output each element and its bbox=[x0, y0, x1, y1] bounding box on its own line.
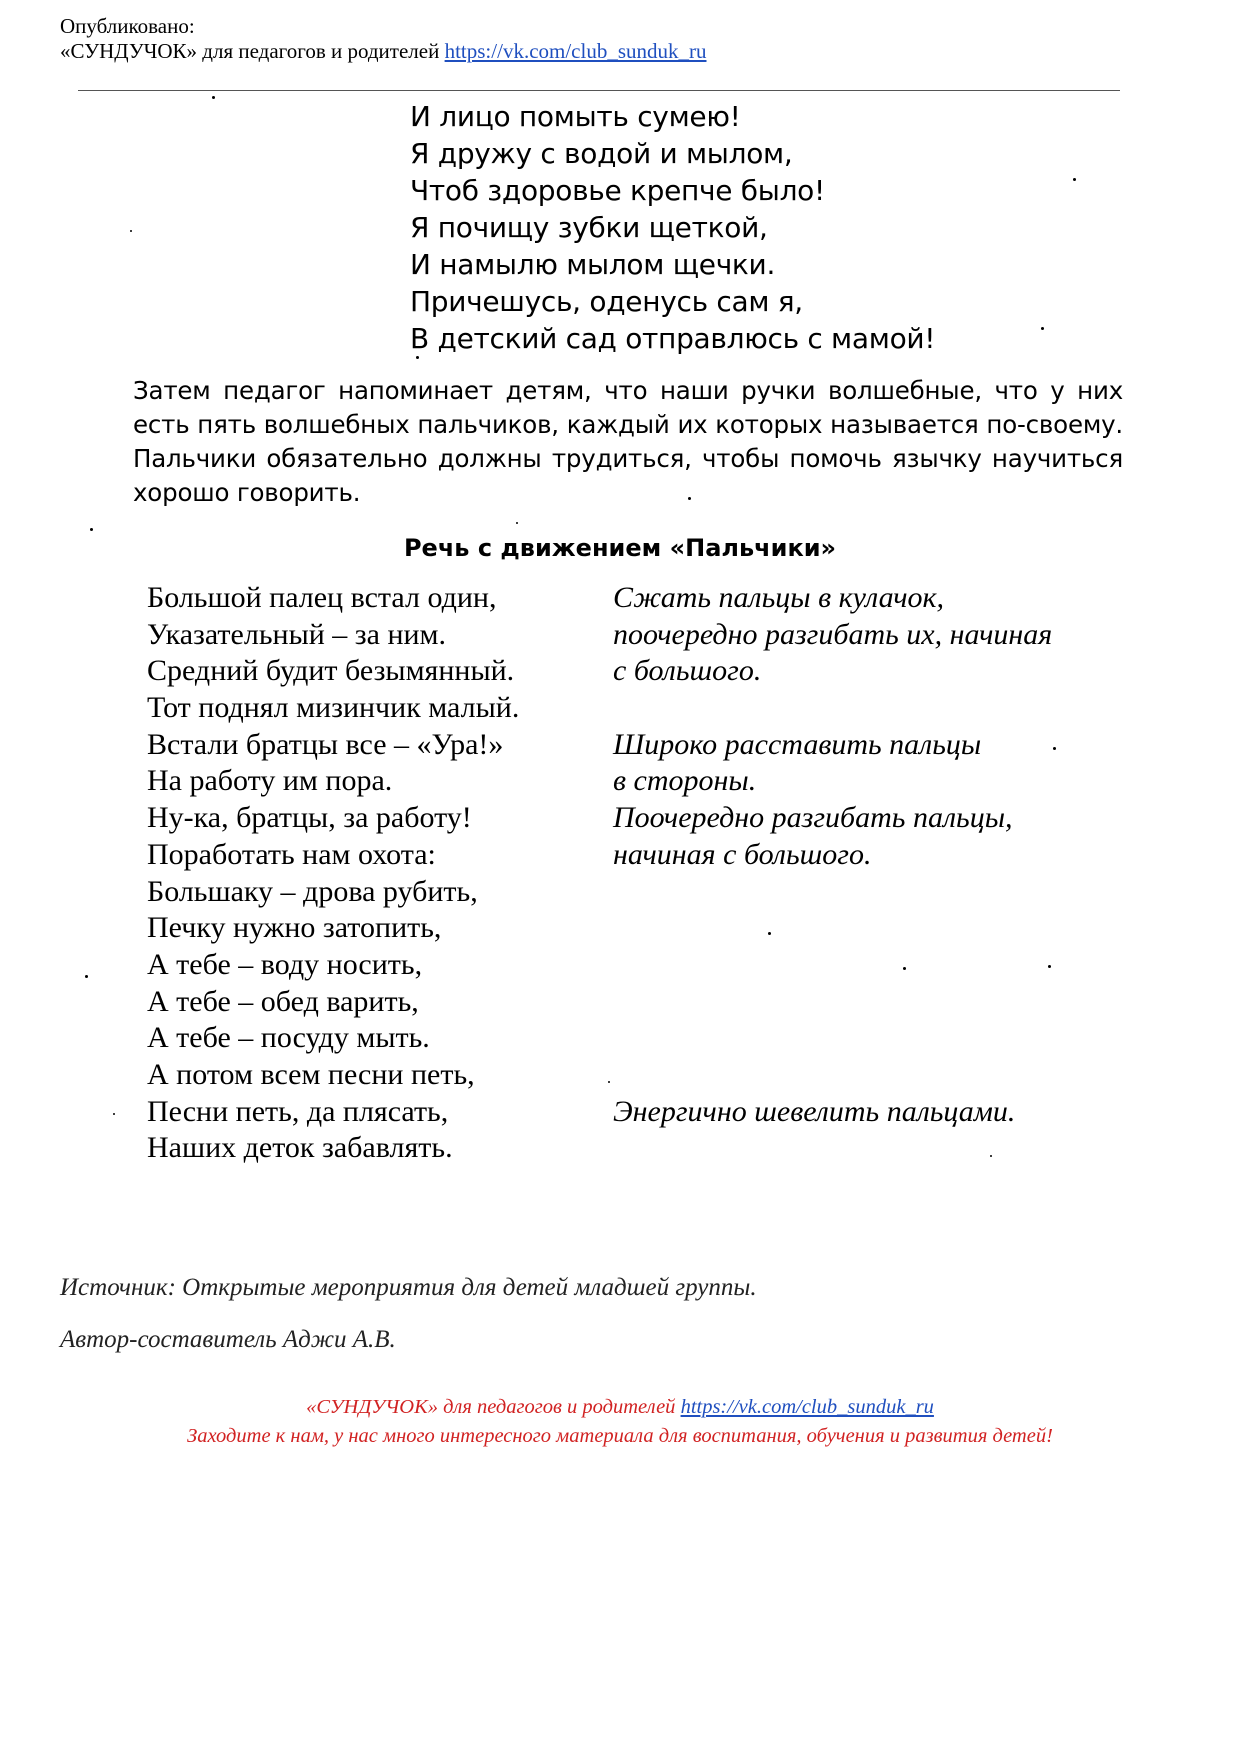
verse-line: Песни петь, да плясать, bbox=[147, 1094, 449, 1128]
scan-speck bbox=[1041, 327, 1044, 330]
movement-line bbox=[613, 874, 1052, 911]
verse-line: А потом всем песни петь, bbox=[147, 1057, 475, 1091]
scan-speck bbox=[768, 932, 771, 935]
verse-line: А тебе – обед варить, bbox=[147, 984, 419, 1018]
verse-line: Средний будит безымянный. bbox=[147, 654, 515, 688]
movement-line: в стороны. bbox=[613, 764, 757, 798]
scan-speck bbox=[90, 528, 93, 531]
scan-speck bbox=[1053, 747, 1056, 750]
movement-column bbox=[613, 580, 1052, 1167]
movement-line bbox=[613, 1057, 1052, 1094]
scan-speck bbox=[903, 967, 906, 970]
footer-site-line bbox=[0, 1393, 1240, 1422]
verse-column bbox=[147, 580, 519, 1167]
header-site-link[interactable]: https://vk.com/club_sunduk_ru bbox=[444, 39, 707, 63]
poem-line: Я почищу зубки щеткой, bbox=[410, 211, 768, 244]
header-site-name: «СУНДУЧОК» для педагогов и родителей bbox=[60, 39, 440, 63]
movement-line: с большого. bbox=[613, 654, 762, 688]
scan-speck bbox=[416, 356, 419, 359]
movement-line bbox=[613, 690, 1052, 727]
poem-top bbox=[410, 98, 935, 357]
verse-line: Ну-ка, братцы, за работу! bbox=[147, 801, 472, 835]
footer-site-name: «СУНДУЧОК» для педагогов и родителей bbox=[306, 1396, 676, 1418]
verse-line: Большаку – дрова рубить, bbox=[147, 874, 478, 908]
scan-speck bbox=[516, 522, 518, 524]
scan-speck bbox=[990, 1155, 992, 1157]
scan-speck bbox=[608, 1081, 610, 1083]
verse-line: Печку нужно затопить, bbox=[147, 911, 442, 945]
verse-line: А тебе – воду носить, bbox=[147, 947, 423, 981]
section-title: Речь с движением «Пальчики» bbox=[403, 534, 837, 562]
movement-line: Широко расставить пальцы bbox=[613, 727, 982, 761]
scan-speck bbox=[212, 96, 215, 99]
scan-speck bbox=[1048, 965, 1051, 968]
intro-paragraph: Затем педагог напоминает детям, что наши ручки волшебные, что у них есть пять волшебных пальчиков, каждый их которых называется по-своему. Пальчики обязательно должны трудиться, чтобы помочь язычку научиться хорошо говорить. bbox=[133, 376, 1123, 507]
published-label: Опубликовано: bbox=[60, 14, 195, 38]
poem-line: Чтоб здоровье крепче было! bbox=[410, 174, 825, 207]
page-footer bbox=[0, 1393, 1240, 1451]
verse-line: Поработать нам охота: bbox=[147, 837, 436, 871]
verse-line: Указательный – за ним. bbox=[147, 617, 447, 651]
footer-site-link[interactable]: https://vk.com/club_sunduk_ru bbox=[680, 1396, 934, 1418]
scan-speck bbox=[130, 230, 132, 232]
scan-speck bbox=[113, 1113, 115, 1115]
verse-line: А тебе – посуду мыть. bbox=[147, 1021, 430, 1055]
header-site-line bbox=[60, 39, 707, 64]
movement-line: поочередно разгибать их, начиная bbox=[613, 617, 1053, 651]
poem-line: И намылю мылом щечки. bbox=[410, 248, 776, 281]
author-line: Автор-составитель Аджи А.В. bbox=[60, 1326, 396, 1353]
footer-invite: Заходите к нам, у нас много интересного материала для воспитания, обучения и развития детей! bbox=[187, 1425, 1053, 1447]
verse-line: Встали братцы все – «Ура!» bbox=[147, 727, 504, 761]
verse-line: На работу им пора. bbox=[147, 764, 393, 798]
poem-line: Я дружу с водой и мылом, bbox=[410, 137, 793, 170]
poem-line: В детский сад отправлюсь с мамой! bbox=[410, 322, 936, 355]
scan-speck bbox=[1073, 178, 1076, 181]
page-header bbox=[60, 14, 707, 64]
poem-line: И лицо помыть сумею! bbox=[410, 100, 741, 133]
source-block bbox=[60, 1262, 757, 1366]
scan-speck bbox=[85, 975, 88, 978]
movement-line: Энергично шевелить пальцами. bbox=[613, 1094, 1016, 1128]
movement-line bbox=[613, 947, 1052, 984]
movement-line: начиная с большого. bbox=[613, 837, 872, 871]
movement-line bbox=[613, 910, 1052, 947]
verse-line: Большой палец встал один, bbox=[147, 581, 497, 614]
verse-line: Тот поднял мизинчик малый. bbox=[147, 691, 520, 725]
movement-line bbox=[613, 1020, 1052, 1057]
verse-line: Наших деток забавлять. bbox=[147, 1131, 453, 1165]
header-divider bbox=[78, 90, 1120, 91]
poem-line: Причешусь, оденусь сам я, bbox=[410, 285, 803, 318]
movement-line bbox=[613, 984, 1052, 1021]
scan-speck bbox=[688, 497, 691, 500]
movement-line: Сжать пальцы в кулачок, bbox=[613, 581, 945, 614]
movement-line: Поочередно разгибать пальцы, bbox=[613, 801, 1013, 835]
movement-line bbox=[613, 1130, 1052, 1167]
source-line: Источник: Открытые мероприятия для детей младшей группы. bbox=[60, 1274, 757, 1301]
